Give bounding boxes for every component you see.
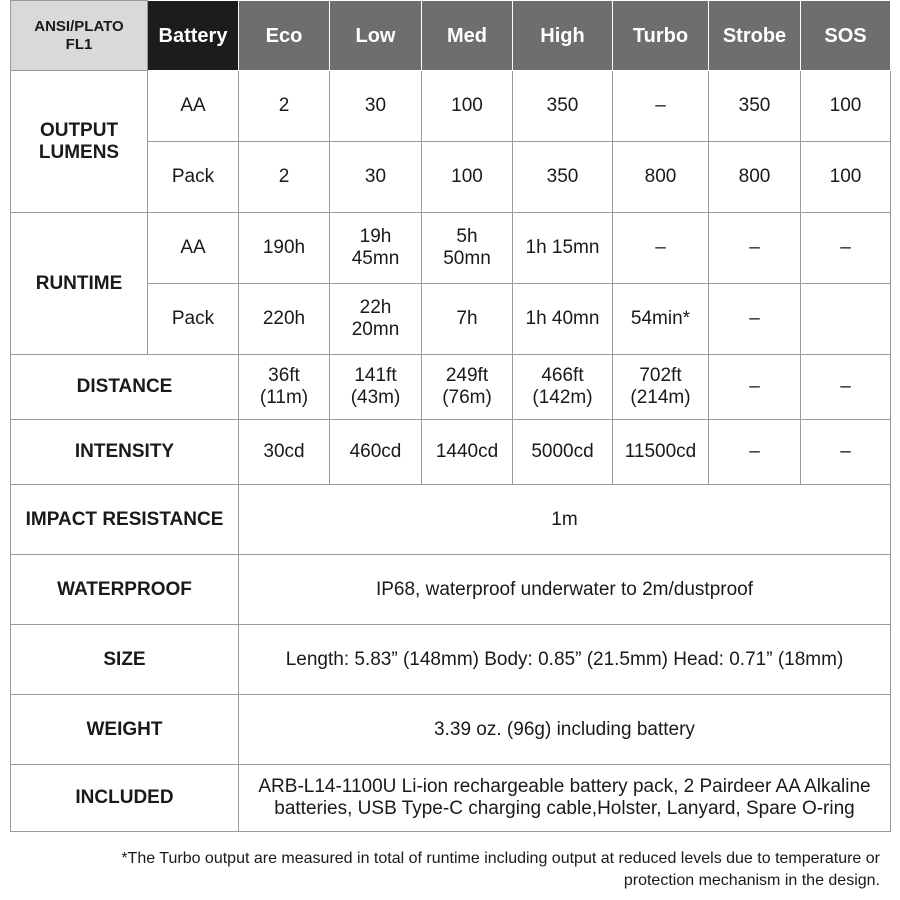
mode-header-strobe: Strobe bbox=[709, 1, 801, 71]
mode-header-turbo: Turbo bbox=[613, 1, 709, 71]
output-aa-row bbox=[11, 71, 891, 142]
value-line: 249ft bbox=[445, 365, 489, 386]
output-label-line1: OUTPUT bbox=[39, 119, 119, 141]
impact-resistance-row bbox=[11, 485, 891, 555]
battery-header: Battery bbox=[148, 1, 239, 71]
value-line: 141ft bbox=[354, 365, 397, 386]
value-cell: 460cd bbox=[330, 420, 422, 485]
value-line: 220h bbox=[262, 308, 306, 329]
value-cell: – bbox=[801, 420, 891, 485]
value-cell bbox=[709, 284, 801, 355]
runtime-aa-row bbox=[11, 213, 891, 284]
value-cell: 100 bbox=[801, 71, 891, 142]
value-cell bbox=[613, 355, 709, 420]
value-line: 54min* bbox=[630, 308, 691, 329]
value-cell bbox=[513, 355, 613, 420]
value-cell bbox=[330, 284, 422, 355]
value-line: 190h bbox=[262, 237, 306, 258]
turbo-footnote bbox=[20, 848, 880, 892]
battery-cell: AA bbox=[148, 71, 239, 142]
standard-header bbox=[11, 1, 148, 71]
impact-resistance-value: 1m bbox=[239, 485, 891, 555]
standard-header-line2: FL1 bbox=[65, 35, 93, 53]
battery-cell: Pack bbox=[148, 284, 239, 355]
distance-label: DISTANCE bbox=[11, 355, 239, 420]
value-cell bbox=[513, 213, 613, 284]
empty-cell bbox=[801, 284, 891, 355]
runtime-label: RUNTIME bbox=[11, 213, 148, 355]
mode-header-low: Low bbox=[330, 1, 422, 71]
value-line: 702ft bbox=[639, 365, 682, 386]
waterproof-row bbox=[11, 555, 891, 625]
footnote-line2: protection mechanism in the design. bbox=[623, 872, 880, 889]
value-cell: 100 bbox=[801, 142, 891, 213]
waterproof-label: WATERPROOF bbox=[11, 555, 239, 625]
value-line: 22h bbox=[359, 297, 392, 318]
value-line: 1h 15mn bbox=[525, 237, 600, 258]
weight-row bbox=[11, 695, 891, 765]
value-line: 19h bbox=[359, 226, 392, 247]
included-label: INCLUDED bbox=[11, 765, 239, 832]
output-label-line2: LUMENS bbox=[38, 141, 120, 163]
value-line: (142m) bbox=[532, 387, 593, 408]
value-cell bbox=[422, 284, 513, 355]
value-cell: 100 bbox=[422, 142, 513, 213]
value-line: (214m) bbox=[630, 387, 691, 408]
size-label: SIZE bbox=[11, 625, 239, 695]
value-line: (11m) bbox=[259, 387, 309, 408]
value-line: 1h 40mn bbox=[525, 308, 600, 329]
value-cell: 350 bbox=[513, 71, 613, 142]
output-lumens-label bbox=[11, 71, 148, 213]
impact-resistance-label: IMPACT RESISTANCE bbox=[11, 485, 239, 555]
value-cell bbox=[709, 213, 801, 284]
included-value bbox=[239, 765, 891, 832]
intensity-label: INTENSITY bbox=[11, 420, 239, 485]
mode-header-sos: SOS bbox=[801, 1, 891, 71]
included-line1: ARB-L14-1100U Li-ion rechargeable battery pack, 2 Pairdeer AA Alkaline bbox=[258, 776, 871, 797]
value-cell bbox=[239, 355, 330, 420]
footnote-line1: *The Turbo output are measured in total of runtime including output at reduced levels due to temperature or bbox=[121, 850, 880, 867]
value-cell bbox=[801, 355, 891, 420]
value-cell bbox=[330, 213, 422, 284]
mode-header-med: Med bbox=[422, 1, 513, 71]
included-row bbox=[11, 765, 891, 832]
spec-table bbox=[10, 0, 891, 832]
size-value: Length: 5.83” (148mm) Body: 0.85” (21.5mm) Head: 0.71” (18mm) bbox=[239, 625, 891, 695]
value-cell bbox=[513, 284, 613, 355]
value-line: – bbox=[840, 237, 851, 258]
distance-row bbox=[11, 355, 891, 420]
value-cell: 30 bbox=[330, 142, 422, 213]
value-cell bbox=[613, 284, 709, 355]
value-cell: 11500cd bbox=[613, 420, 709, 485]
value-line: (76m) bbox=[442, 387, 492, 408]
size-row bbox=[11, 625, 891, 695]
value-cell bbox=[239, 213, 330, 284]
mode-header-eco: Eco bbox=[239, 1, 330, 71]
weight-label: WEIGHT bbox=[11, 695, 239, 765]
value-cell bbox=[613, 213, 709, 284]
value-cell: 100 bbox=[422, 71, 513, 142]
value-cell bbox=[422, 355, 513, 420]
battery-cell: Pack bbox=[148, 142, 239, 213]
value-line: – bbox=[749, 237, 760, 258]
value-cell: 30 bbox=[330, 71, 422, 142]
value-cell: 2 bbox=[239, 71, 330, 142]
value-cell: 800 bbox=[613, 142, 709, 213]
value-line: 7h bbox=[456, 308, 478, 329]
value-cell: – bbox=[709, 420, 801, 485]
header-row bbox=[11, 1, 891, 71]
mode-header-high: High bbox=[513, 1, 613, 71]
weight-value: 3.39 oz. (96g) including battery bbox=[239, 695, 891, 765]
value-line: – bbox=[840, 376, 851, 397]
battery-cell: AA bbox=[148, 213, 239, 284]
intensity-row bbox=[11, 420, 891, 485]
value-line: 45mn bbox=[351, 248, 400, 269]
value-cell: 350 bbox=[709, 71, 801, 142]
value-line: 5h bbox=[456, 226, 478, 247]
waterproof-value: IP68, waterproof underwater to 2m/dustproof bbox=[239, 555, 891, 625]
value-line: – bbox=[655, 237, 666, 258]
value-line: (43m) bbox=[350, 387, 401, 408]
value-cell bbox=[422, 213, 513, 284]
value-line: 36ft bbox=[268, 365, 300, 386]
value-cell bbox=[239, 284, 330, 355]
value-cell: 1440cd bbox=[422, 420, 513, 485]
value-line: 466ft bbox=[541, 365, 584, 386]
value-cell: 2 bbox=[239, 142, 330, 213]
value-line: – bbox=[749, 376, 760, 397]
value-line: – bbox=[749, 308, 760, 329]
value-cell bbox=[709, 355, 801, 420]
value-cell: 800 bbox=[709, 142, 801, 213]
value-line: 50mn bbox=[443, 248, 491, 269]
standard-header-line1: ANSI/PLATO bbox=[34, 17, 124, 35]
value-cell bbox=[801, 213, 891, 284]
value-cell: 5000cd bbox=[513, 420, 613, 485]
value-cell: – bbox=[613, 71, 709, 142]
value-line: 20mn bbox=[351, 319, 400, 340]
value-cell: 30cd bbox=[239, 420, 330, 485]
included-line2: batteries, USB Type-C charging cable,Holster, Lanyard, Spare O-ring bbox=[274, 798, 855, 819]
value-cell: 350 bbox=[513, 142, 613, 213]
value-cell bbox=[330, 355, 422, 420]
